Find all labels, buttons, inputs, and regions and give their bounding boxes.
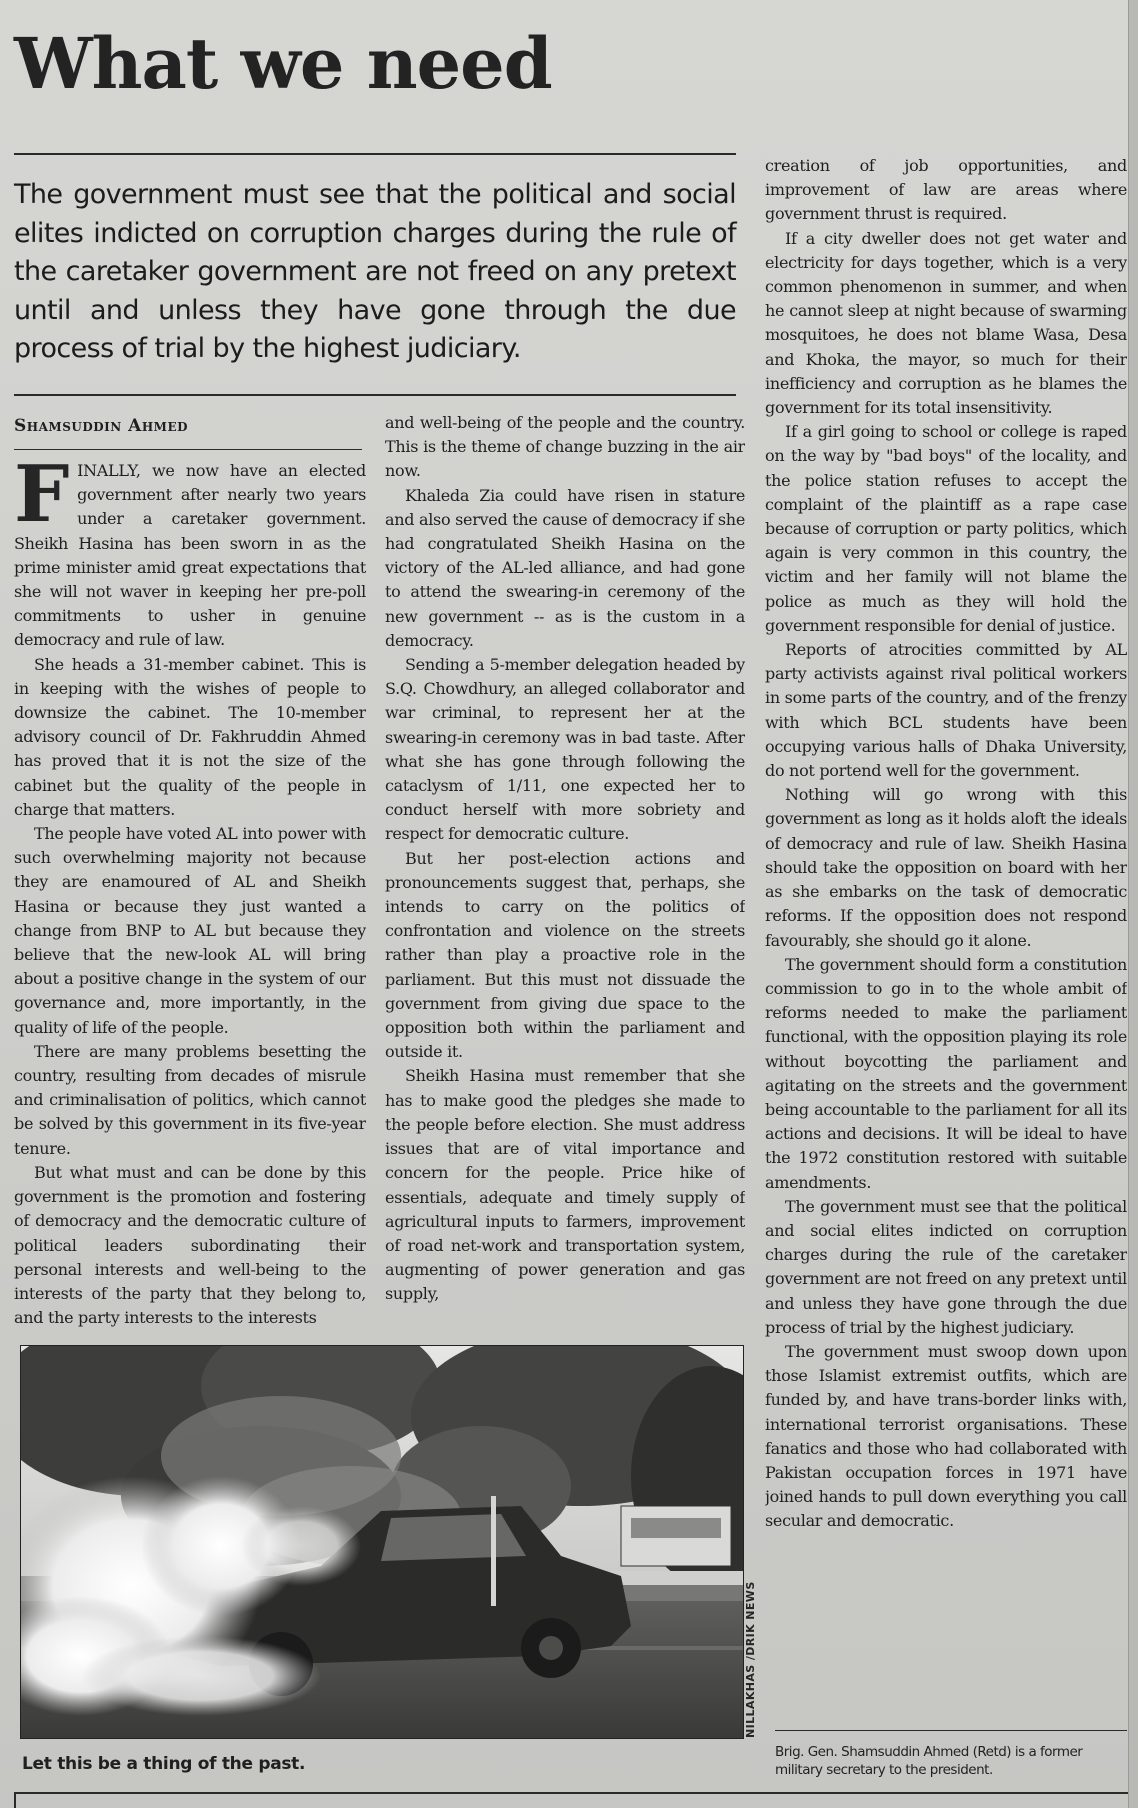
article-column-3 xyxy=(765,154,1127,1730)
dropcap: F xyxy=(14,459,70,540)
paragraph: But her post-election actions and pronouncements suggest that, perhaps, she intends to carry on the politics of confrontation and violence on the streets rather than play a proactive role in the parliament. But this must not dissuade the government from giving due space to the opposition both within the parliament and outside it. xyxy=(385,848,745,1062)
paragraph: But what must and can be done by this government is the promotion and fostering of democracy and the democratic culture of political leaders subordinating their personal interests and well-being to the interests of the party that they belong to, and the party interests to the interests xyxy=(14,1162,366,1328)
paragraph: The people have voted AL into power with such overwhelming majority not because they are enamoured of AL and Sheikh Hasina or because they just wanted a change from BNP to AL but because they believe that the new-look AL will bring about a positive change in the system of our governance and, more importantly, in the quality of life of the people. xyxy=(14,824,366,1037)
paragraph: The government should form a constitution commission to go in to the whole ambit of reforms needed to make the parliament functional, with the opposition playing its role without boycotting the parliament and agitating on the streets and the government being accountable to the parliament for all its actions and decisions. It will be ideal to have the 1972 constitution restored with suitable amendments. xyxy=(765,954,1127,1192)
burning-car-photo xyxy=(20,1345,744,1739)
paragraph: If a girl going to school or college is raped on the way by "bad boys" of the locality, and the police station refuses to accept the complaint of the plaintiff as a rape case because of corruption or party politics, which again is very common in this country, the victim and her family will not blame the police as much as they will hold the government responsible for denial of justice. xyxy=(765,422,1127,635)
paragraph xyxy=(14,459,366,653)
paragraph: She heads a 31-member cabinet. This is in keeping with the wishes of people to downsize the cabinet. The 10-member advisory council of Dr. Fakhruddin Ahmed has proved that it is not the size of the cabinet but the quality of the people in charge that matters. xyxy=(14,654,366,819)
paragraph: Khaleda Zia could have risen in stature and also served the cause of democracy if she had congratulated Sheikh Hasina on the victory of the AL-led alliance, and had gone to attend the swearing-in ceremony of the new government -- as is the custom in a democracy. xyxy=(385,485,745,650)
paragraph: If a city dweller does not get water and electricity for days together, which is a very common phenomenon in summer, and when he cannot sleep at night because of swarming mosquitoes, he does not blame Wasa, Desa and Khoka, the mayor, so much for their inefficiency and corruption as he blames the government for its total insensitivity. xyxy=(765,228,1127,418)
paragraph: Reports of atrocities committed by AL party activists against rival political workers in some parts of the country, and of the frenzy with which BCL students have been occupying various halls of Dhaka University, do not portend well for the government. xyxy=(765,640,1127,781)
paragraph: The government must swoop down upon those Islamist extremist outfits, which are funded by, and have trans-border links with, international terrorist organisations. These fanatics and those who had collaborated with Pakistan occupation forces in 1971 have joined hands to pull down everything you call secular and democratic. xyxy=(765,1341,1127,1531)
paragraph: creation of job opportunities, and improvement of law are areas where government thrust is required. xyxy=(765,156,1127,224)
photo-credit: NILLAKHAS /DRIK NEWS xyxy=(744,1581,757,1738)
paragraph: and well-being of the people and the country. This is the theme of change buzzing in the air now. xyxy=(385,413,745,481)
bio-rule xyxy=(775,1730,1127,1731)
article-column-1 xyxy=(14,459,366,1329)
paragraph: Sheikh Hasina must remember that she has to make good the pledges she made to the people before election. She must address issues that are of vital importance and concern for the people. Price hike of essentials, adequate and timely supply of agricultural inputs to farmers, improvement of road net-work and transportation system, augmenting of power generation and gas supply, xyxy=(385,1066,745,1304)
photo-caption: Let this be a thing of the past. xyxy=(22,1754,306,1774)
headline: What we need xyxy=(14,22,552,105)
adjacent-page-edge xyxy=(1128,0,1138,1808)
headline-rule xyxy=(14,153,736,155)
paragraph: The government must see that the political and social elites indicted on corruption charges during the rule of the caretaker government are not freed on any pretext until and unless they have gone through the due process of trial by the highest judiciary. xyxy=(765,1196,1127,1337)
author-bio: Brig. Gen. Shamsuddin Ahmed (Retd) is a former military secretary to the president. xyxy=(775,1744,1083,1778)
standfirst: The government must see that the political and social elites indicted on corruption charges during the rule of the caretaker government are not freed on any pretext until and unless they have gone through the due process of trial by the highest judiciary. xyxy=(14,179,736,364)
lead-text: INALLY, we now have an elected government after nearly two years under a caretaker government. Sheikh Hasina has been sworn in as the prime minister amid great expectations that she will not waver in keeping her pre-poll commitments to usher in genuine democracy and rule of law. xyxy=(14,461,366,650)
byline-rule xyxy=(14,449,362,450)
standfirst-rule xyxy=(14,394,736,396)
paragraph: There are many problems besetting the country, resulting from decades of misrule and criminalisation of politics, which cannot be solved by this government in its five-year tenure. xyxy=(14,1041,366,1158)
paragraph: Nothing will go wrong with this government as long as it holds aloft the ideals of democracy and rule of law. Sheikh Hasina should take the opposition on board with her as she embarks on the task of democratic reforms. If the opposition does not respond favourably, she should go it alone. xyxy=(765,785,1127,950)
paragraph: Sending a 5-member delegation headed by S.Q. Chowdhury, an alleged collaborator and war criminal, to represent her at the swearing-in ceremony was in bad taste. After what she has gone through following the cataclysm of 1/11, one expected her to conduct herself with more sobriety and respect for democratic culture. xyxy=(385,655,745,844)
bottom-frame-rule xyxy=(14,1792,1138,1808)
article-column-2 xyxy=(385,411,745,1329)
byline: Shamsuddin Ahmed xyxy=(14,416,189,436)
